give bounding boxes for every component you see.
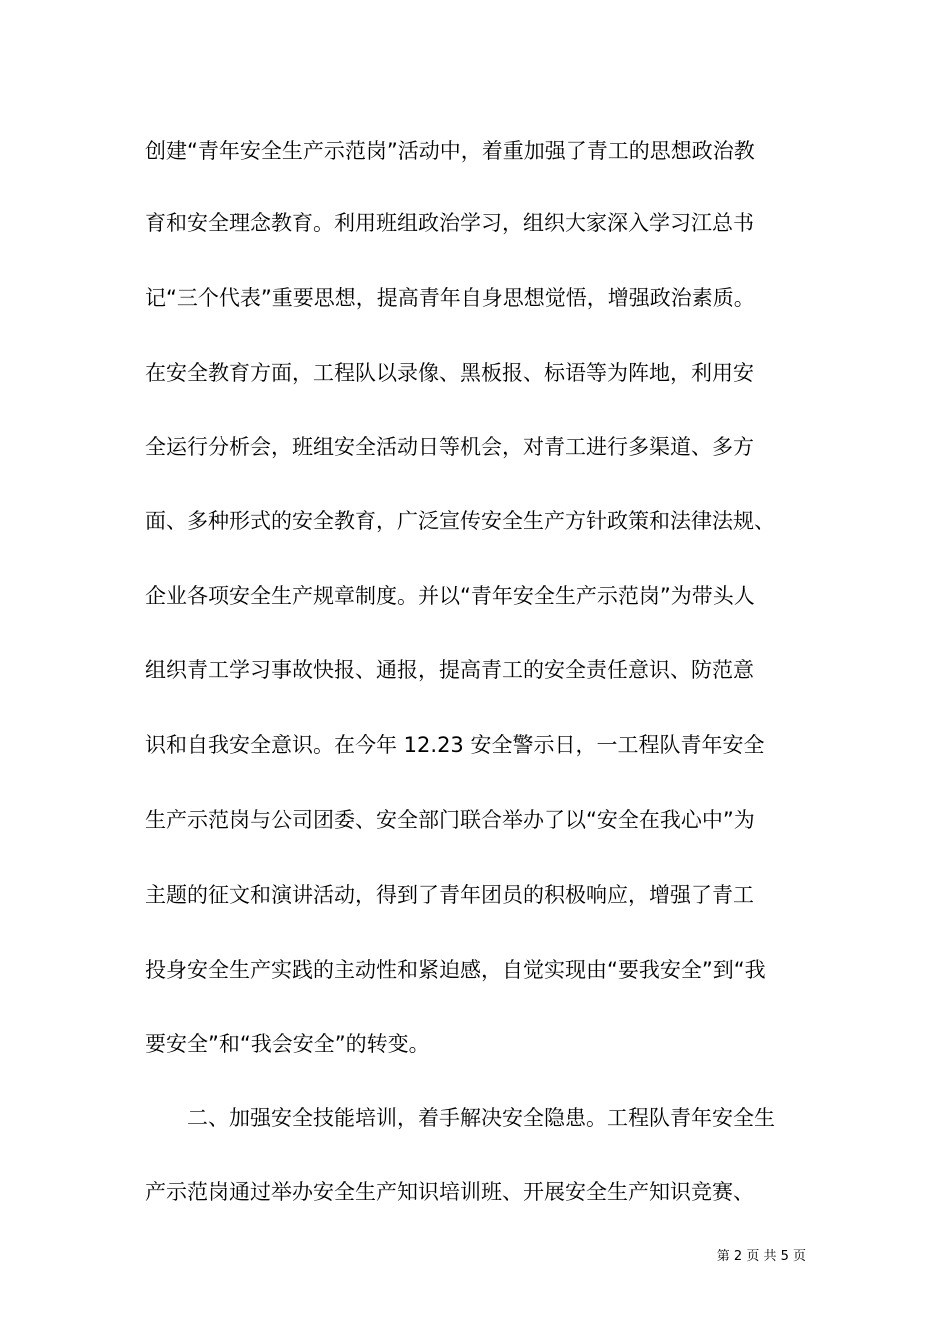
body-line: 全运行分析会，班组安全活动日等机会，对青工进行多渠道、多方 bbox=[145, 435, 754, 459]
body-line: 组织青工学习事故快报、通报，提高青工的安全责任意识、防范意 bbox=[145, 658, 754, 682]
body-line: 主题的征文和演讲活动，得到了青年团员的积极响应，增强了青工 bbox=[145, 883, 754, 907]
body-line: 二、加强安全技能培训，着手解决安全隐患。工程队青年安全生 bbox=[145, 1106, 775, 1130]
body-line: 投身安全生产实践的主动性和紧迫感，自觉实现由“要我安全”到“我 bbox=[145, 958, 766, 982]
body-line: 要安全”和“我会安全”的转变。 bbox=[145, 1032, 430, 1056]
body-line: 在安全教育方面，工程队以录像、黑板报、标语等为阵地，利用安 bbox=[145, 361, 754, 385]
body-line: 面、多种形式的安全教育，广泛宣传安全生产方针政策和法律法规、 bbox=[145, 509, 775, 533]
body-line: 创建“青年安全生产示范岗”活动中，着重加强了青工的思想政治教 bbox=[145, 139, 755, 163]
body-line: 生产示范岗与公司团委、安全部门联合举办了以“安全在我心中”为 bbox=[145, 808, 755, 832]
body-line: 育和安全理念教育。利用班组政治学习，组织大家深入学习江总书 bbox=[145, 211, 754, 235]
body-line: 记“三个代表”重要思想，提高青年自身思想觉悟，增强政治素质。 bbox=[145, 286, 755, 310]
body-line: 企业各项安全生产规章制度。并以“青年安全生产示范岗”为带头人 bbox=[145, 584, 755, 608]
body-line: 产示范岗通过举办安全生产知识培训班、开展安全生产知识竞赛、 bbox=[145, 1180, 754, 1204]
body-line: 识和自我安全意识。在今年 12.23 安全警示日，一工程队青年安全 bbox=[145, 733, 765, 757]
page-number: 第 2 页 共 5 页 bbox=[716, 1249, 806, 1264]
